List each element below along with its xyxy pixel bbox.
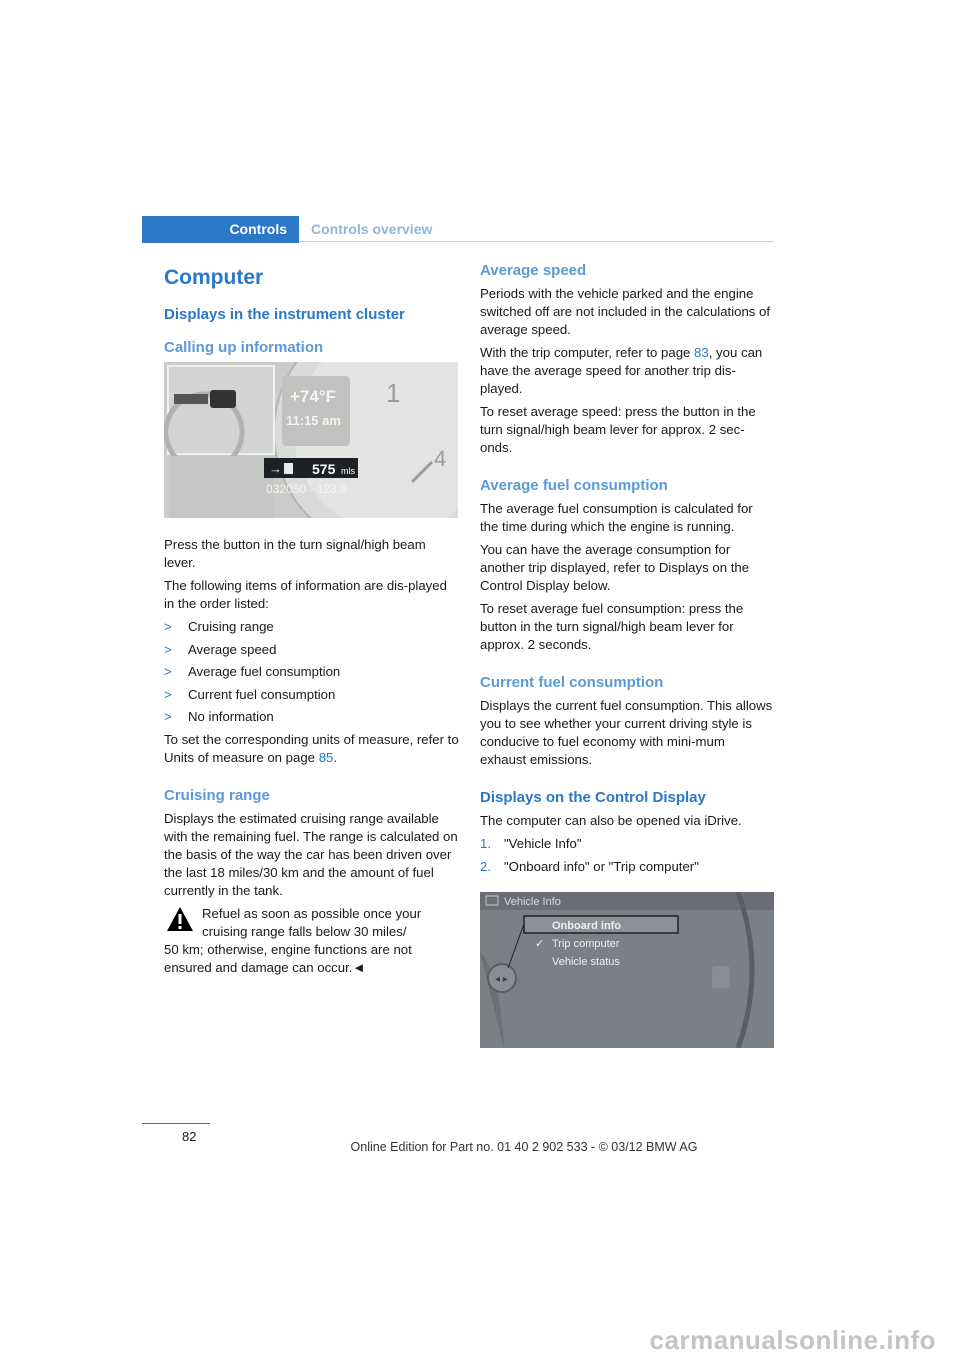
instrument-cluster-figure	[164, 362, 458, 518]
heading-cruising-range: Cruising range	[164, 786, 270, 804]
page-number-rule	[142, 1123, 210, 1124]
paragraph-average-fuel-1: The average fuel consumption is calculated for the time during which the engine is running.	[480, 501, 753, 534]
list-item: > Cruising range	[164, 619, 274, 634]
paragraph-current-fuel: Displays the current fuel consumption. This allows you to see whether your current driving style is conducive to fuel economy with mini-mum exhaust emissions.	[480, 698, 773, 767]
step-item: 1. "Vehicle Info"	[480, 836, 582, 851]
paragraph-units-of-measure: To set the corresponding units of measure, refer to Units of measure on page 85.	[164, 731, 459, 765]
paragraph-cruising-range: Displays the estimated cruising range available with the remaining fuel. The range is calculated on the basis of the way the car has been driven over the last 18 miles/30 km and the amount of fuel currently in the tank.	[164, 810, 458, 898]
menu-item-onboard-info: Onboard info	[552, 919, 622, 932]
left-column	[164, 262, 460, 977]
section-heading-instrument-cluster: Displays in the instrument cluster	[164, 306, 405, 323]
heading-control-display: Displays on the Control Display	[480, 789, 706, 806]
paragraph-average-speed-2: With the trip computer, refer to page 83, you can have the average speed for another trip dis-played.	[480, 345, 763, 396]
paragraph-order-listed: The following items of information are dis-played in the order listed:	[164, 578, 447, 611]
paragraph-press-button: Press the button in the turn signal/high beam lever.	[164, 537, 426, 570]
instrument-cluster-illustration	[164, 362, 458, 518]
warning-note-continued: 50 km; otherwise, engine functions are not ensured and damage can occur.◄	[164, 941, 412, 975]
range-value: 575	[312, 461, 336, 477]
paragraph-average-speed-3: To reset average speed: press the button in the turn signal/high beam lever for approx. 2 sec-onds.	[480, 404, 756, 455]
display-title: Vehicle Info	[504, 895, 561, 908]
heading-average-fuel-consumption: Average fuel consumption	[480, 477, 668, 494]
step-item: 2. "Onboard info" or "Trip computer"	[480, 858, 699, 874]
page-number: 82	[182, 1129, 197, 1144]
list-item: > Average speed	[164, 641, 277, 657]
svg-text:◂ ▸: ◂ ▸	[495, 973, 508, 985]
heading-calling-up-information: Calling up information	[164, 339, 324, 356]
info-items-list	[164, 618, 460, 726]
watermark: carmanualsonline.info	[649, 1325, 936, 1355]
svg-text:→: →	[269, 461, 282, 476]
menu-item-trip-computer: Trip computer	[552, 937, 620, 950]
paragraph-average-speed-1: Periods with the vehicle parked and the engine switched off are not included in the calculations of average speed.	[480, 286, 771, 337]
control-display-illustration	[480, 892, 774, 1048]
check-mark-icon: ✓	[535, 937, 545, 950]
heading-current-fuel-consumption: Current fuel consumption	[480, 674, 664, 691]
odometer-readout: 032050 - 123.8	[266, 482, 347, 496]
list-item: > Current fuel consumption	[164, 686, 336, 702]
paragraph-average-fuel-3: To reset average fuel consumption: press the button in the turn signal/high beam lever for approx. 2 seconds.	[480, 601, 744, 652]
right-column	[480, 262, 774, 1048]
heading-average-speed: Average speed	[480, 262, 587, 279]
page-title: Computer	[164, 266, 264, 289]
svg-text:4: 4	[434, 446, 447, 471]
paragraph-idrive: The computer can also be opened via iDrive.	[480, 813, 742, 828]
temperature-readout: +74°F	[290, 387, 337, 406]
chapter-tab: Controls	[142, 216, 299, 243]
end-marker-icon: ◄	[352, 959, 366, 975]
control-display-figure	[480, 892, 774, 1048]
warning-triangle-icon	[166, 906, 194, 932]
clock-readout: 11:15 am	[286, 413, 341, 428]
range-unit: mls	[341, 466, 355, 476]
page-link-83[interactable]: 83	[694, 345, 709, 360]
edition-footer: Online Edition for Part no. 01 40 2 902 533 - © 03/12 BMW AG	[350, 1140, 698, 1154]
menu-item-vehicle-status: Vehicle status	[552, 955, 620, 968]
svg-text:1: 1	[386, 378, 401, 408]
page-link-85[interactable]: 85	[318, 749, 334, 765]
list-item: > Average fuel consumption	[164, 664, 341, 679]
steps-list	[480, 835, 774, 876]
header-rule	[299, 241, 773, 242]
warning-note: Refuel as soon as possible once your cruising range falls below 30 miles/	[164, 905, 460, 941]
list-item: > No information	[164, 709, 274, 724]
section-title: Controls overview	[311, 221, 433, 237]
paragraph-average-fuel-2: You can have the average consumption for another trip displayed, refer to Displays on the Control Display below.	[480, 542, 750, 593]
